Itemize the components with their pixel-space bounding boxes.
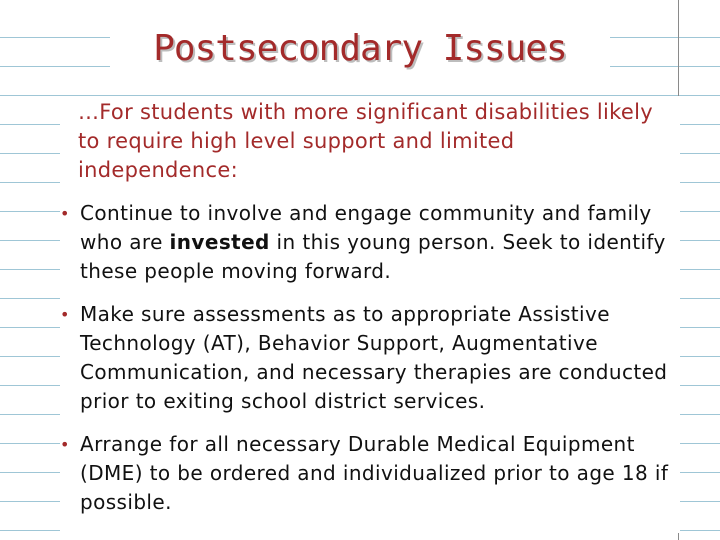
bullet-item <box>60 430 680 517</box>
bullet-text: Arrange for all necessary Durable Medical Equipment (DME) to be ordered and individualized prior to age 18 if possible. <box>80 432 669 514</box>
bullet-item <box>60 199 680 286</box>
bullet-icon: • <box>60 305 70 324</box>
bullet-item <box>60 300 680 416</box>
slide-body <box>60 96 680 533</box>
bullet-text-start: Continue to involve and engage community and family who are <box>80 201 652 254</box>
slide-title: Postsecondary Issues <box>153 28 567 69</box>
intro-text: …For students with more significant disabilities likely to require high level support and limited independence: <box>78 100 653 182</box>
bullet-icon: • <box>60 204 70 223</box>
bullet-emphasis: invested <box>169 230 270 254</box>
bullet-icon: • <box>60 435 70 454</box>
bullet-text-end: in this young person. Seek to identify these people moving forward. <box>80 230 666 283</box>
bullet-text: Make sure assessments as to appropriate Assistive Technology (AT), Behavior Support, Augmentative Communication, and necessary therapies are conducted prior to exiting school district services. <box>80 302 668 413</box>
